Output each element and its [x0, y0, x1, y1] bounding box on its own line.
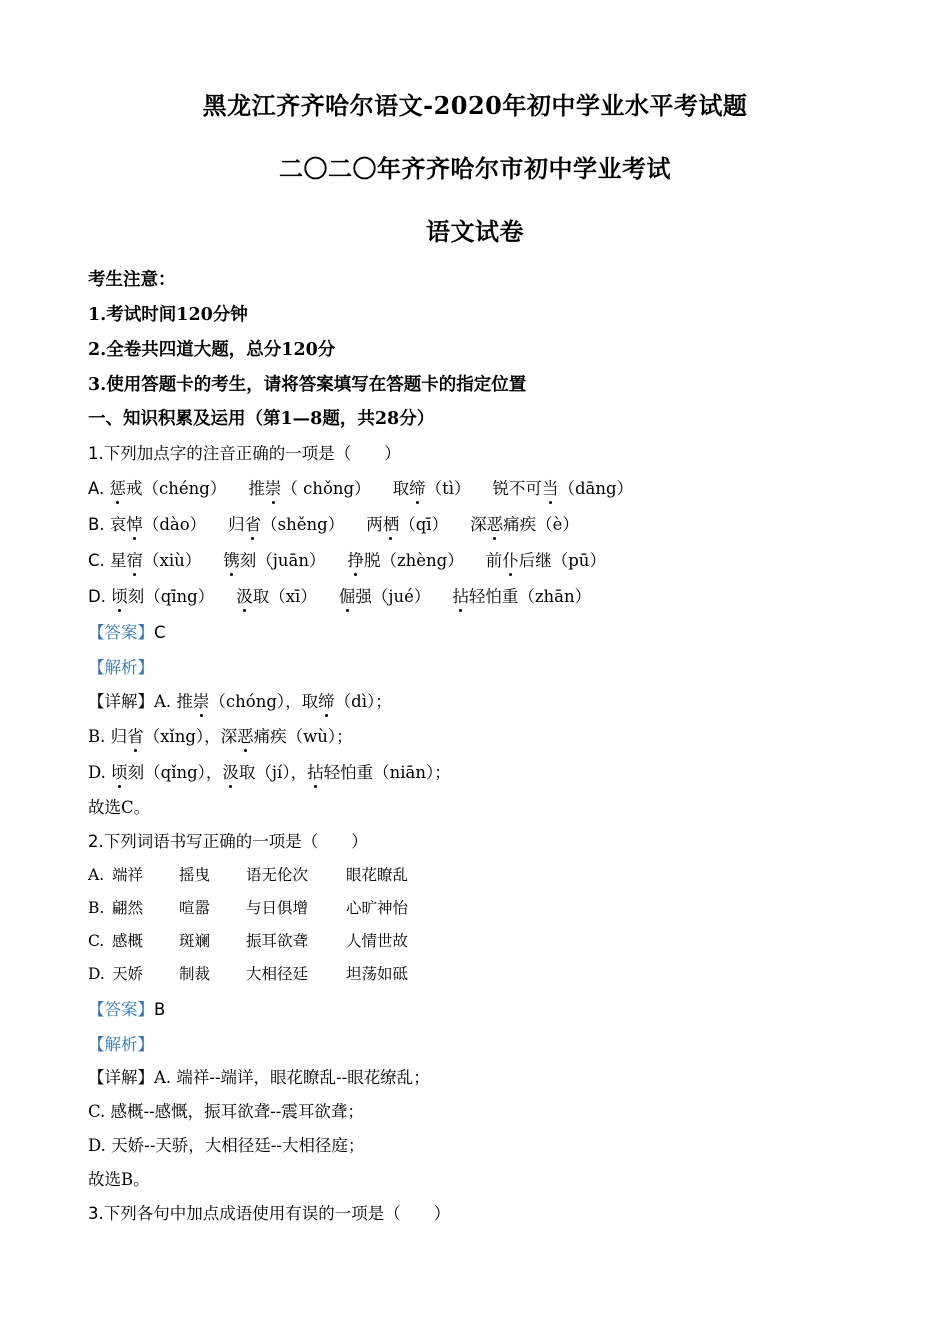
word-part: 刻（qīng） — [127, 587, 215, 606]
q2-option-a — [88, 863, 408, 885]
text-part: A. 推 — [154, 692, 193, 711]
dotted-char: 崇 — [193, 688, 210, 712]
option-label: C. — [88, 932, 105, 950]
q1-option-a — [88, 475, 633, 499]
q1-option-c — [88, 547, 606, 571]
option-word: 人情世故 — [346, 932, 409, 950]
dotted-char: 栖 — [383, 511, 400, 535]
q2-option-c — [88, 929, 408, 951]
option-word: 制裁 — [179, 965, 211, 983]
word-part: 两 — [366, 515, 383, 534]
q2-answer — [88, 996, 165, 1020]
text-part: 痛疾（wù）； — [253, 727, 353, 746]
option-word: 摇曳 — [179, 866, 211, 884]
text-part: 取（jí）， — [238, 763, 308, 782]
option-label: A. — [88, 866, 105, 884]
text-part: 轻怕重（niān）； — [323, 763, 451, 782]
word-part: 哀 — [109, 515, 127, 534]
notice-item-3: 3.使用答题卡的考生，请将答案填写在答题卡的指定位置 — [88, 375, 527, 395]
q1-explanation-3 — [88, 759, 451, 783]
dotted-char: 顷 — [111, 583, 128, 607]
dotted-char: 拈 — [307, 759, 324, 783]
option-word: 心旷神怡 — [346, 899, 409, 917]
answer-tag: 【答案】 — [88, 623, 154, 642]
option-word: 天娇 — [112, 965, 144, 983]
option-label: D. — [88, 965, 105, 983]
word-part: 前 — [485, 551, 503, 570]
paper-title: 语文试卷 — [426, 217, 524, 246]
option-label: D. — [88, 587, 106, 606]
word-part: 刻（juān） — [239, 551, 326, 570]
option-word: 振耳欲聋 — [246, 932, 309, 950]
option-label: B. — [88, 899, 105, 917]
dotted-char: 倔 — [339, 583, 356, 607]
answer-value: C — [154, 623, 166, 642]
text-part: （chóng），取 — [209, 692, 319, 711]
question-number: 3. — [88, 1204, 104, 1223]
q2-explanation-1 — [88, 1064, 430, 1088]
dotted-char: 省 — [245, 511, 262, 535]
dotted-char: 省 — [127, 723, 144, 747]
option-word: 坦荡如砥 — [346, 965, 409, 983]
word-part: 戒（chéng） — [126, 479, 227, 498]
q2-option-d — [88, 962, 408, 984]
option-word: 与日俱增 — [246, 899, 309, 917]
question-2-stem — [88, 828, 368, 852]
dotted-char: 悼 — [126, 511, 143, 535]
text-part: （xǐng），深 — [143, 727, 238, 746]
notice-heading: 考生注意： — [88, 270, 176, 290]
q1-answer — [88, 619, 166, 643]
option-word: 感概 — [112, 932, 144, 950]
question-text: 下列词语书写正确的一项是（ ） — [103, 832, 368, 851]
answer-tag: 【答案】 — [88, 1000, 154, 1019]
option-word: 端祥 — [112, 866, 144, 884]
text-part: D. — [88, 763, 112, 782]
question-3-stem — [88, 1200, 450, 1224]
word-part: （dào） — [142, 515, 207, 534]
dotted-char: 惩 — [110, 475, 127, 499]
word-part: 推 — [248, 479, 265, 498]
q2-analysis-tag: 【解析】 — [88, 1035, 154, 1054]
word-part: （qī） — [399, 515, 449, 534]
word-part: 深 — [470, 515, 487, 534]
option-label: B. — [88, 515, 105, 534]
text-part: B. 归 — [88, 727, 128, 746]
dotted-char: 当 — [542, 475, 559, 499]
text-part: 刻（qǐng）， — [127, 763, 223, 782]
detail-tag: 【详解】 — [88, 692, 154, 711]
dotted-char: 顷 — [111, 759, 128, 783]
dotted-char: 镌 — [223, 547, 240, 571]
text-part: A. 端祥--端详，眼花瞭乱--眼花缭乱； — [154, 1068, 430, 1087]
question-number: 1. — [88, 444, 104, 463]
option-word: 喧嚣 — [179, 899, 211, 917]
question-1-stem — [88, 440, 401, 464]
dotted-char: 拈 — [452, 583, 469, 607]
word-part: （dāng） — [558, 479, 634, 498]
q2-explanation-2: C. 感概--感慨，振耳欲聋--震耳欲聋； — [88, 1102, 364, 1121]
q2-option-b — [88, 896, 408, 918]
notice-item-2: 2.全卷共四道大题，总分120分 — [88, 340, 336, 360]
notice-item-1: 1.考试时间120分钟 — [88, 305, 248, 325]
document-title: 黑龙江齐齐哈尔语文-2020年初中学业水平考试题 — [202, 91, 748, 120]
option-label: C. — [88, 551, 105, 570]
word-part: 锐不可 — [492, 479, 542, 498]
q1-analysis-tag: 【解析】 — [88, 658, 154, 677]
word-part: 强（jué） — [355, 587, 431, 606]
dotted-char: 汲 — [222, 759, 239, 783]
detail-tag: 【详解】 — [88, 1068, 154, 1087]
word-part: 轻怕重（zhān） — [468, 587, 592, 606]
q1-explanation-2 — [88, 723, 353, 747]
dotted-char: 缔 — [318, 688, 335, 712]
q2-explanation-3: D. 天娇--天骄，大相径廷--大相径庭； — [88, 1136, 365, 1155]
dotted-char: 崇 — [265, 475, 282, 499]
option-word: 翩然 — [112, 899, 144, 917]
option-word: 大相径廷 — [246, 965, 309, 983]
answer-value: B — [154, 1000, 166, 1019]
option-word: 眼花瞭乱 — [346, 866, 409, 884]
word-part: （ chǒng） — [281, 479, 371, 498]
word-part: 星 — [110, 551, 127, 570]
word-part: 归 — [228, 515, 245, 534]
dotted-char: 宿 — [127, 547, 144, 571]
option-label: A. — [88, 479, 105, 498]
word-part: （shěng） — [261, 515, 345, 534]
q1-explanation-1 — [88, 688, 392, 712]
q2-conclusion: 故选B。 — [88, 1170, 150, 1189]
word-part: 脱（zhèng） — [363, 551, 464, 570]
dotted-char: 恶 — [487, 511, 504, 535]
word-part: 痛疾（è） — [503, 515, 579, 534]
word-part: 后继（pū） — [518, 551, 606, 570]
dotted-char: 挣 — [347, 547, 364, 571]
exam-subtitle: 二〇二〇年齐齐哈尔市初中学业考试 — [279, 154, 671, 183]
text-part: （dì）； — [334, 692, 392, 711]
option-word: 语无伦次 — [246, 866, 309, 884]
question-number: 2. — [88, 832, 104, 851]
word-part: 取 — [392, 479, 410, 498]
question-text: 下列加点字的注音正确的一项是（ ） — [103, 444, 401, 463]
dotted-char: 仆 — [502, 547, 519, 571]
q1-option-d — [88, 583, 591, 607]
dotted-char: 缔 — [409, 475, 426, 499]
word-part: （tì） — [425, 479, 471, 498]
question-text: 下列各句中加点成语使用有误的一项是（ ） — [103, 1204, 451, 1223]
q1-option-b — [88, 511, 579, 535]
dotted-char: 汲 — [236, 583, 253, 607]
q1-conclusion: 故选C。 — [88, 798, 151, 817]
option-word: 斑斓 — [179, 932, 211, 950]
dotted-char: 恶 — [237, 723, 254, 747]
section-heading: 一、知识积累及运用（第1—8题，共28分） — [88, 409, 435, 429]
word-part: 取（xī） — [252, 587, 317, 606]
word-part: （xiù） — [143, 551, 202, 570]
